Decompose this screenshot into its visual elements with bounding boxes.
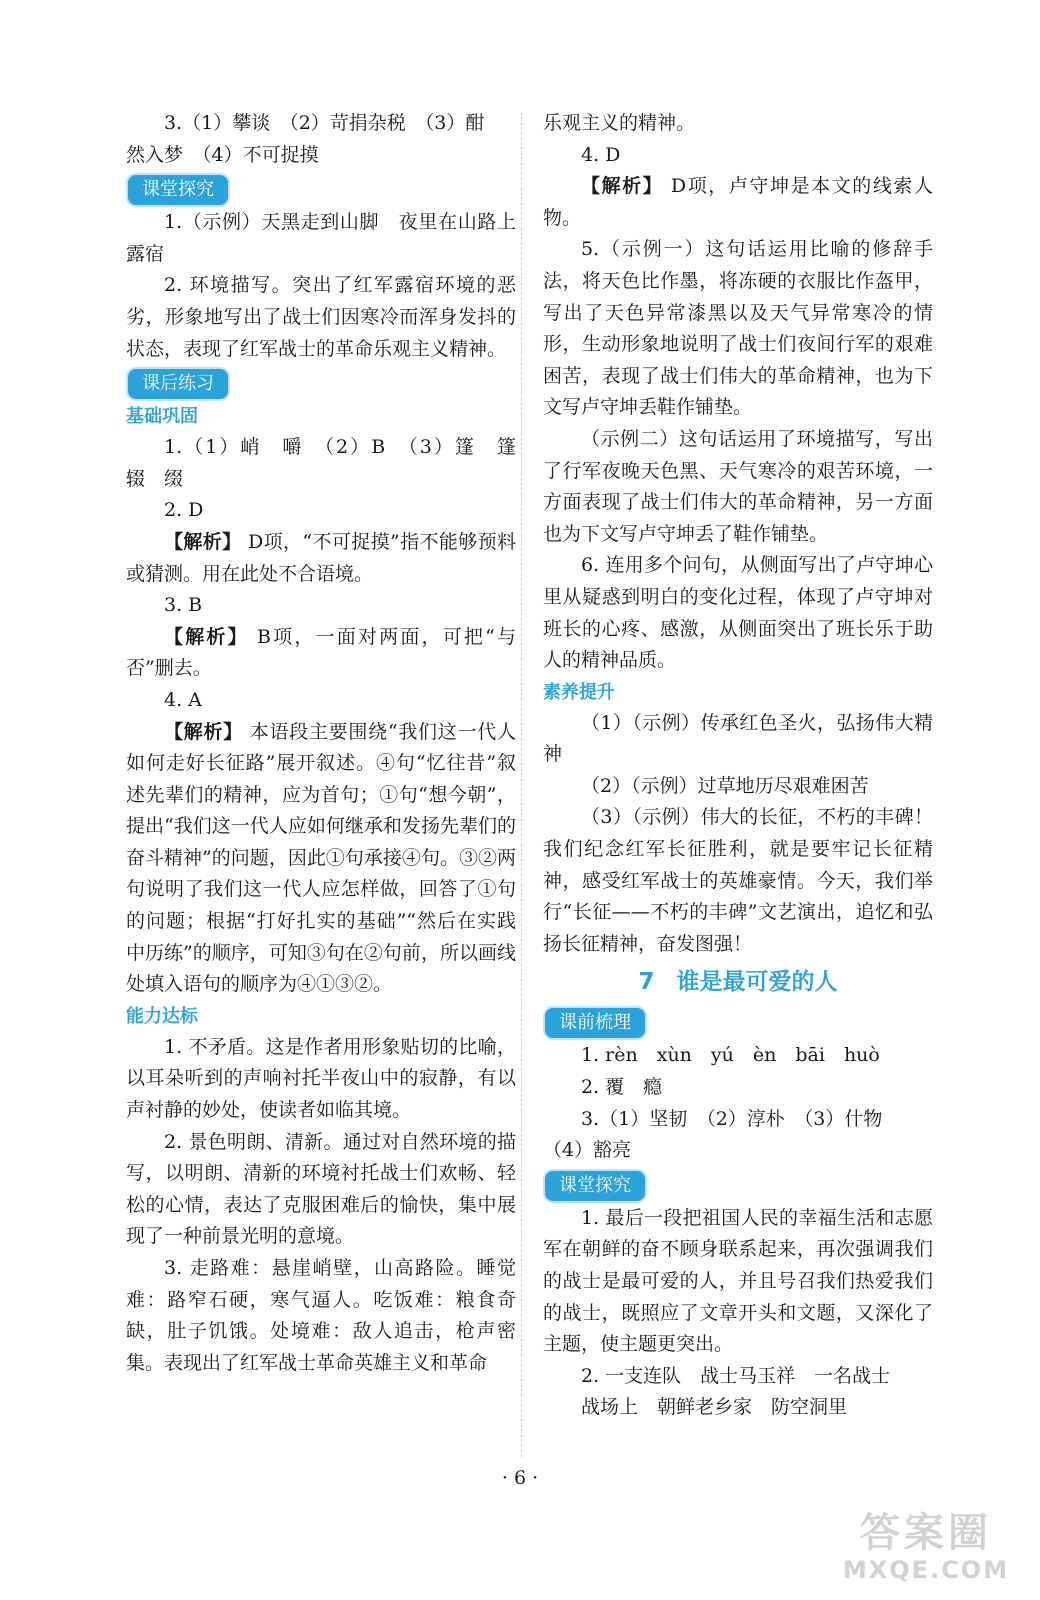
analysis-text: D项，卢守坤是本文的线索人物。 [543, 175, 933, 229]
ability-answer-1: 1. 不矛盾。这是作者用形象贴切的比喻，以耳朵听到的声响衬托半夜山中的寂静，有以声衬静的妙处，使读者如临其境。 [126, 1035, 516, 1122]
ability-answer-3-continued: 乐观主义的精神。 [543, 112, 696, 134]
lesson-number: 7 [638, 969, 655, 996]
section-banner-preview: 课前梳理 [545, 1008, 645, 1038]
subheading-ability: 能力达标 [126, 1005, 198, 1027]
analysis-label: 【解析】 [164, 720, 243, 743]
lesson-heading [543, 962, 933, 1002]
analysis-text: D项，“不可捉摸”指不能够预料或猜测。用在此处不合语境。 [126, 530, 516, 585]
preview-answer-2: 2. 覆 瘾 [581, 1076, 663, 1099]
analysis-label: 【解析】 [581, 175, 664, 198]
inquiry2-answer-1: 1. 最后一段把祖国人民的幸福生活和志愿军在朝鲜的奋不顾身联系起来，再次强调我们的战士是最可爱的人，并且号召我们热爱我们的战士，既照应了文章开头和文题，又深化了主题，使主题更突出。 [543, 1206, 933, 1356]
analysis-label: 【解析】 [164, 625, 249, 648]
basics-analysis-2 [126, 527, 516, 590]
preview-answer-1: 1. rèn xùn yú èn bāi huò [581, 1044, 880, 1067]
lesson-title: 谁是最可爱的人 [676, 969, 838, 996]
literacy-answer-3: （3）（示例）伟大的长征，不朽的丰碑！我们纪念红军长征胜利，就是要牢记长征精神，感受红军战士的英雄豪情。今天，我们举行“长征——不朽的丰碑”文艺演出，追忆和弘扬长征精神，奋发图强！ [543, 806, 933, 955]
analysis-text: B项，一面对两面，可把“与否”删去。 [126, 625, 516, 680]
ability-answer-5-example1: 5.（示例一）这句话运用比喻的修辞手法，将天色比作墨，将冻硬的衣服比作盔甲，写出了天色异常漆黑以及天气异常寒冷的情形，生动形象地说明了战士们夜间行军的艰难困苦，表现了战士们伟大的革命精神，也为下文写卢守坤丢鞋作铺垫。 [543, 238, 933, 419]
watermark-line1: 答案圈 [860, 1510, 992, 1556]
literacy-answer-1: （1）（示例）传承红色圣火，弘扬伟大精神 [543, 711, 933, 766]
preview-answer-3-line1: 3.（1）坚韧 （2）淳朴 （3）什物 [581, 1107, 883, 1130]
ability-analysis-4 [543, 171, 933, 234]
inquiry-answer-1: 1.（示例）天黑走到山脚 夜里在山路上露宿 [126, 211, 516, 265]
right-column [543, 108, 933, 1424]
ability-answer-4: 4. D [581, 143, 621, 166]
watermark-line2: MXQE.COM [842, 1556, 1010, 1584]
ability-answer-6: 6. 连用多个问句，从侧面写出了卢守坤心里从疑惑到明白的变化过程，体现了卢守坤对班长的心疼、感激，从侧面突出了班长乐于助人的精神品质。 [543, 554, 933, 672]
inquiry2-answer-2-line1: 2. 一支连队 战士马玉祥 一名战士 [581, 1364, 891, 1387]
answer-q3-line1: 3.（1）攀谈 （2）苛捐杂税 （3）酣 [164, 112, 485, 134]
basics-answer-3: 3. B [164, 594, 203, 617]
literacy-answer-2: （2）（示例）过草地历尽艰难困苦 [581, 774, 869, 797]
basics-analysis-4 [126, 717, 516, 1001]
answer-q3-line2: 然入梦 （4）不可捉摸 [126, 143, 319, 166]
ability-answer-2: 2. 景色明朗、清新。通过对自然环境的描写，以明朗、清新的环境衬托战士们欢畅、轻松的心情，表达了克服困难后的愉快，集中展现了一种前景光明的意境。 [126, 1130, 516, 1248]
basics-answer-1: 1.（1）峭 嚼 （2）B （3）篷 篷 辍 缀 [126, 436, 536, 490]
watermark-logo [836, 1510, 1016, 1592]
basics-answer-4: 4. A [164, 688, 202, 711]
column-divider [521, 112, 522, 1457]
subheading-literacy: 素养提升 [543, 681, 615, 703]
section-banner-classroom-inquiry-2: 课堂探究 [545, 1171, 645, 1201]
preview-answer-3-line2: （4）豁亮 [543, 1139, 632, 1162]
basics-answer-2: 2. D [164, 499, 204, 522]
analysis-text: 本语段主要围绕“我们这一代人如何走好长征路”展开叙述。④句“忆往昔”叙述先辈们的精神，应为首句；①句“想今朝”，提出“我们这一代人应如何继承和发扬先辈们的奋斗精神”的问题，因此①句承接④句。③②两句说明了我们这一代人应怎样做，回答了①句的问题；根据“打好扎实的基础”“然后在实践中历练”的顺序，可知③句在②句前，所以画线处填入语句的顺序为④①③②。 [126, 720, 516, 996]
section-banner-classroom-inquiry: 课堂探究 [128, 175, 228, 205]
basics-analysis-3 [126, 622, 516, 685]
inquiry2-answer-2-line2: 战场上 朝鲜老乡家 防空洞里 [581, 1396, 848, 1419]
ability-answer-3: 3. 走路难：悬崖峭壁，山高路险。睡觉难：路窄石硬，寒气逼人。吃饭难：粮食奇缺，肚子饥饿。处境难：敌人追击，枪声密集。表现出了红军战士革命英雄主义和革命 [126, 1257, 516, 1374]
inquiry-answer-2: 2. 环境描写。突出了红军露宿环境的恶劣，形象地写出了战士们因寒冷而浑身发抖的状态，表现了红军战士的革命乐观主义精神。 [126, 274, 516, 360]
analysis-label: 【解析】 [164, 530, 242, 553]
section-banner-after-class: 课后练习 [128, 369, 228, 399]
left-column [126, 108, 536, 1379]
subheading-basics: 基础巩固 [126, 406, 198, 428]
ability-answer-5-example2: （示例二）这句话运用了环境描写，写出了行军夜晚天色黑、天气寒冷的艰苦环境，一方面表现了战士们伟大的革命精神，另一方面也为下文写卢守坤丢了鞋作铺垫。 [543, 427, 933, 545]
page-number: · 6 · [501, 1467, 539, 1489]
